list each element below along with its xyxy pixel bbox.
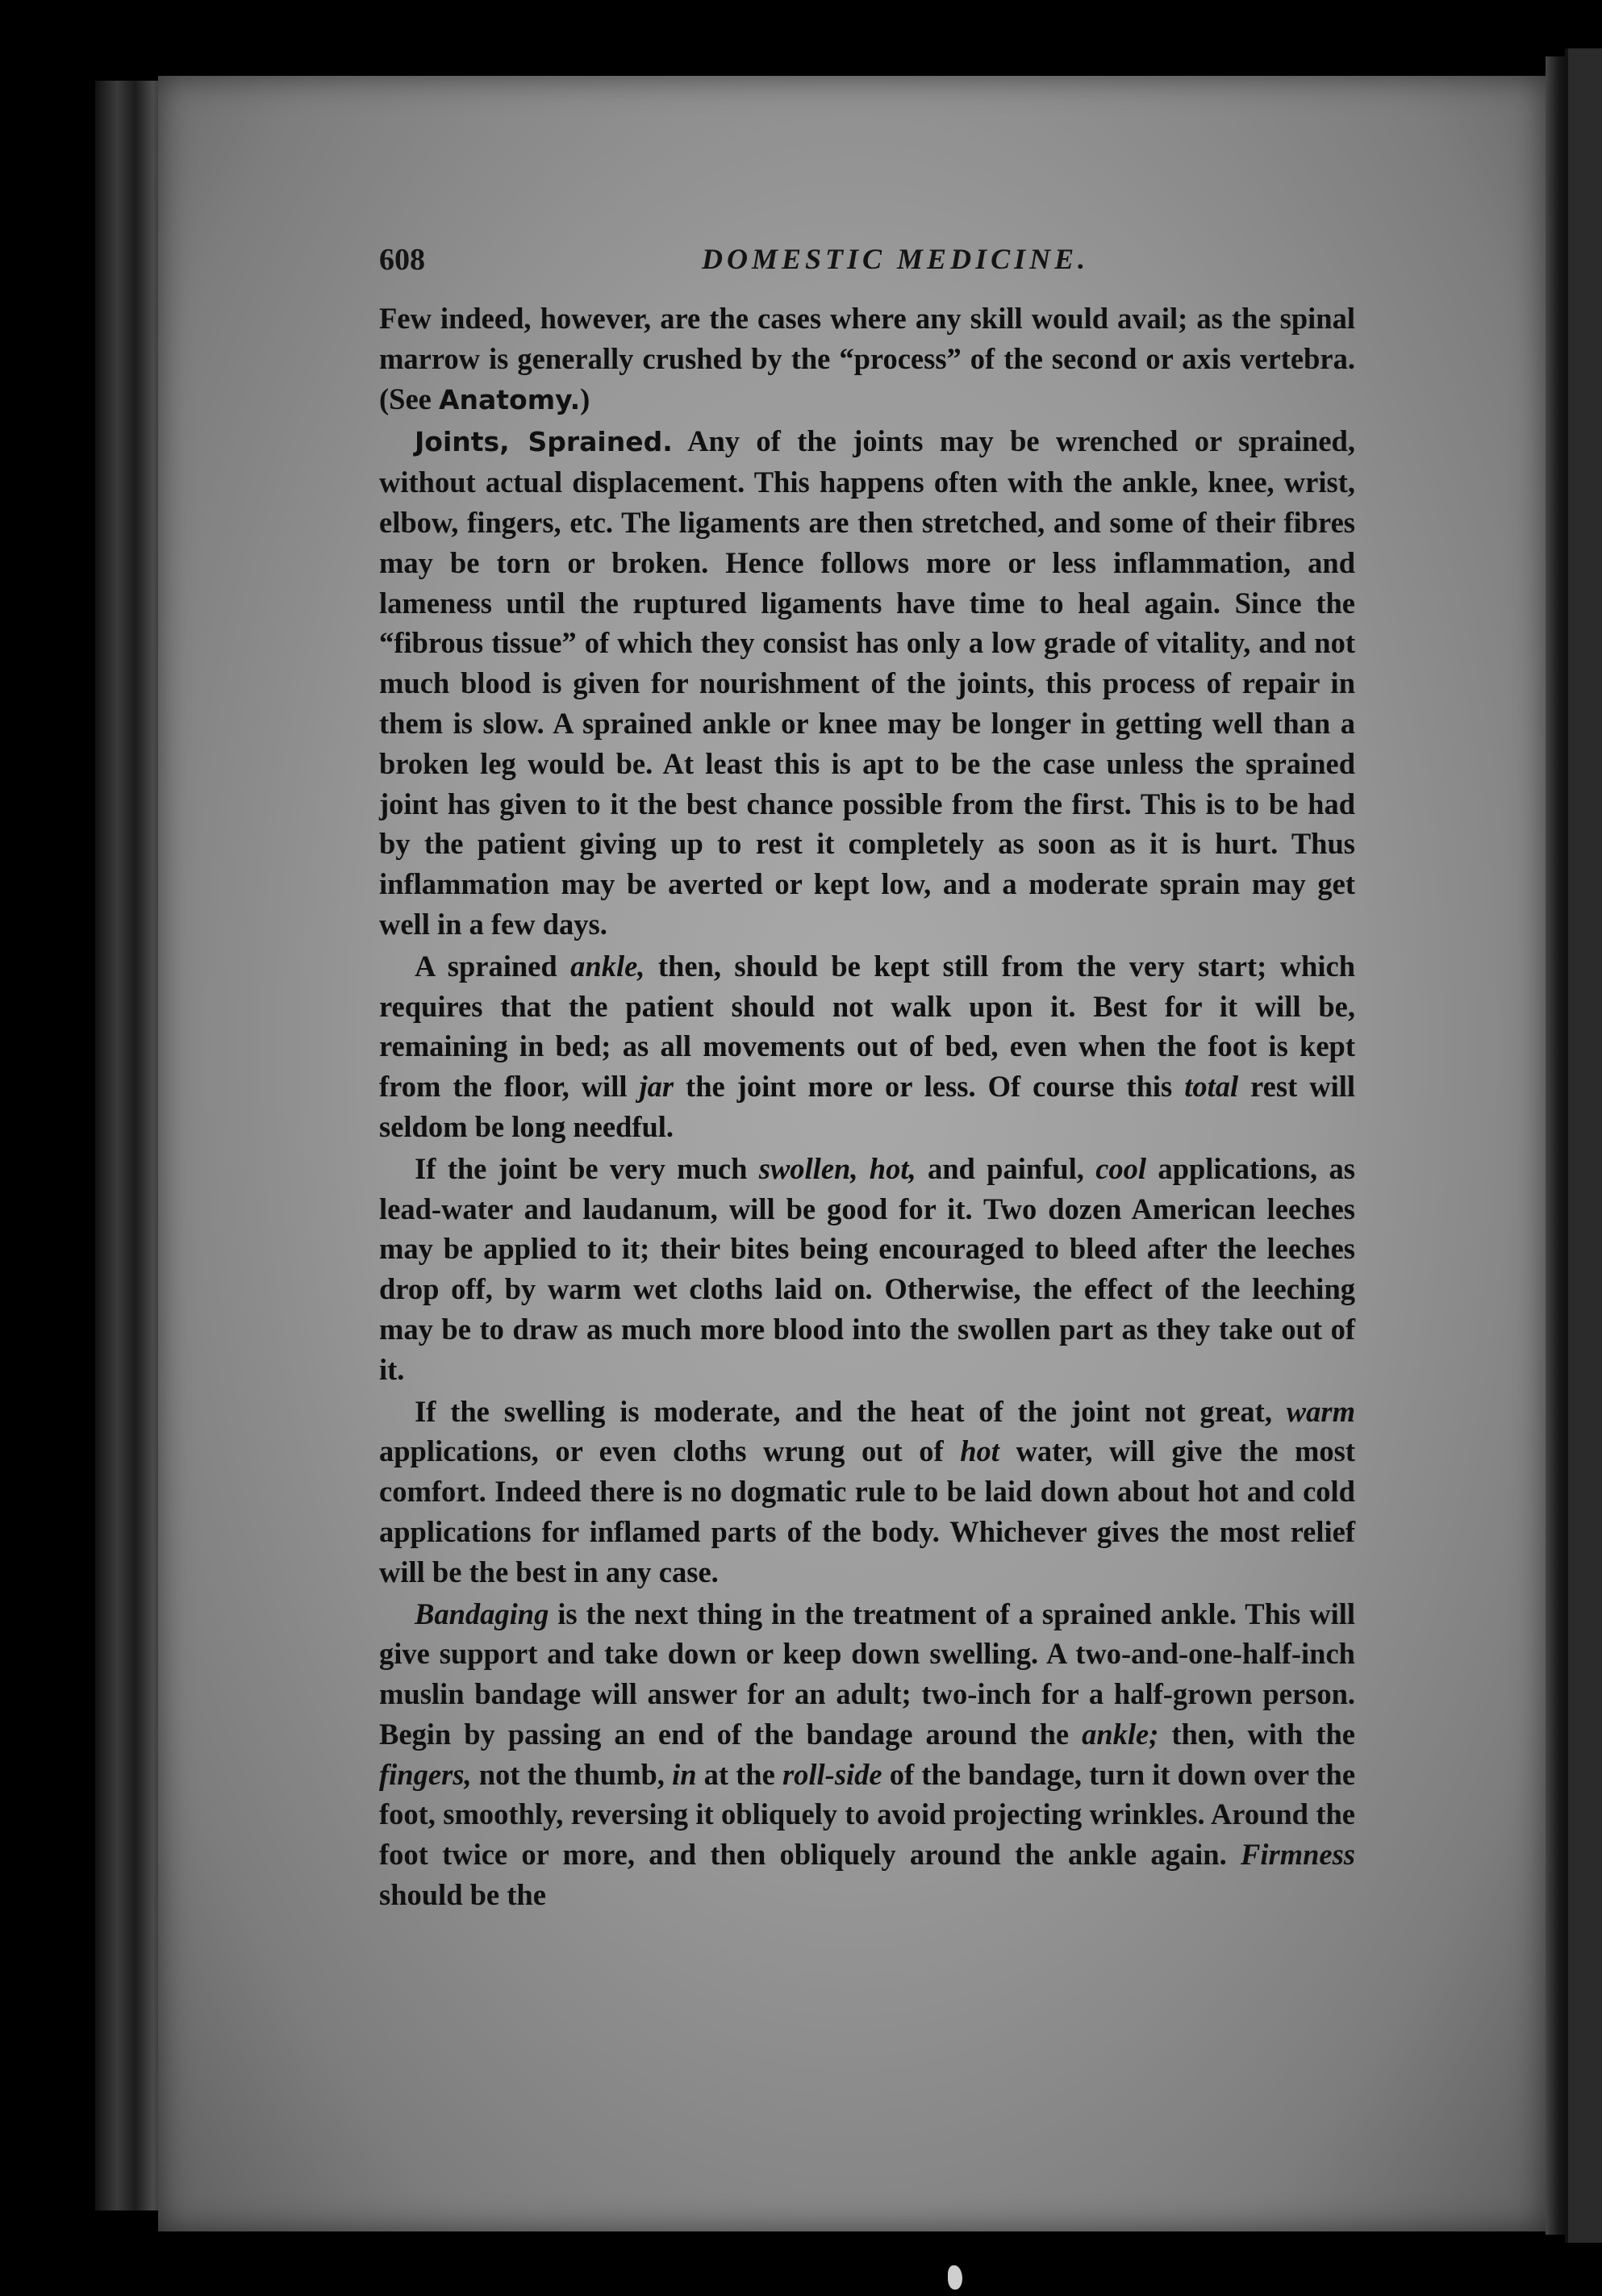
italic-text: in (672, 1757, 697, 1791)
italic-text: Firmness (1241, 1838, 1355, 1872)
italic-text: Bandaging (415, 1597, 549, 1630)
heading-term: Anatomy. (438, 383, 581, 415)
text-run: ) (580, 382, 590, 415)
text-run: applications, as lead-water and laudanum, will be good for it. Two dozen American leeches may be applied to it; their bites being encouraged to bleed after the leeches drop off, by warm wet cloths laid on. Otherwise, the effect of the leeching may be to draw as much more blood into the swollen part as they take out of it. (379, 1151, 1355, 1386)
text-run: the joint more or less. Of course this (674, 1070, 1185, 1104)
body-text (379, 298, 1355, 1917)
book-binding-left (95, 81, 168, 2210)
text-run: If the swelling is moderate, and the heat of the joint not great, (415, 1394, 1287, 1428)
text-run: and painful, (916, 1151, 1096, 1185)
italic-text: fingers, (379, 1757, 472, 1791)
facing-page-edge (1565, 48, 1602, 2243)
text-run: applications, or even cloths wrung out of (379, 1434, 961, 1468)
text-run: then, should be kept still from the very start; which requires that the patient should not walk upon it. Best for it will be, remaining in bed; as all movements out of bed, even when the foot is kept from the floor, will (379, 949, 1355, 1104)
text-run: not the thumb, (471, 1757, 673, 1791)
running-head-title: DOMESTIC MEDICINE. (702, 243, 1090, 275)
text-run: Few indeed, however, are the cases where any skill would avail; as the spinal marrow is generally crushed by the “process” of the second or axis vertebra. (See (379, 302, 1355, 415)
italic-text: cool (1095, 1151, 1147, 1185)
italic-text: swollen, hot, (758, 1151, 916, 1185)
page-number: 608 (379, 243, 425, 277)
heading-term: Joints, Sprained. (415, 426, 673, 458)
paragraph-1 (379, 298, 1355, 420)
paragraph-6 (379, 1594, 1355, 1915)
italic-text: hot (960, 1434, 999, 1468)
text-run: water, will give the most comfort. Indeed there is no dogmatic rule to be laid down about hot and cold applications for inflamed parts of the body. Whichever gives the most relief will be the best in any case. (379, 1434, 1356, 1588)
paragraph-5 (379, 1392, 1355, 1593)
text-run: is the next thing in the treatment of a sprained ankle. This will give support and take down or keep down swelling. A two-and-one-half-inch muslin bandage will answer for an adult; two-inch for a half-grown person. Begin by passing an end of the bandage around the (379, 1597, 1355, 1751)
text-run: at the (696, 1757, 782, 1791)
text-run: of the bandage, turn it down over the foot, smoothly, reversing it obliquely to avoid projecting wrinkles. Around the foot twice or more, and then obliquely around the ankle again. (379, 1757, 1356, 1872)
text-run: A sprained (415, 949, 571, 983)
italic-text: total (1184, 1070, 1239, 1104)
italic-text: roll-side (782, 1757, 882, 1791)
paragraph-2 (379, 421, 1355, 944)
running-head (379, 242, 1355, 282)
italic-text: jar (639, 1070, 674, 1104)
italic-text: ankle, (570, 949, 645, 983)
paragraph-4 (379, 1149, 1355, 1390)
text-run: If the joint be very much (415, 1151, 759, 1185)
text-run: then, with the (1158, 1717, 1355, 1751)
italic-text: ankle; (1082, 1717, 1159, 1751)
text-run: should be the (379, 1878, 546, 1912)
italic-text: warm (1286, 1394, 1355, 1428)
text-run: rest will seldom be long needful. (379, 1070, 1355, 1143)
text-run: Any of the joints may be wrenched or sprained, without actual displacement. This happens often with the ankle, knee, wrist, elbow, fingers, etc. The ligaments are then stretched, and some of their fibres may be torn or broken. Hence follows more or less inflammation, and lameness until the ruptured ligaments have time to heal again. Since the “fibrous tissue” of which they consist has only a low grade of vitality, and not much blood is given for nourishment of the joints, this process of repair in them is slow. A sprained ankle or knee may be longer in getting well than a broken leg would be. At least this is apt to be the case unless the sprained joint has given to it the best chance possible from the first. This is to be had by the patient giving up to rest it completely as soon as it is hurt. Thus inflammation may be averted or kept low, and a moderate sprain may get well in a few days. (379, 424, 1355, 941)
scan-artifact-mark (948, 2265, 962, 2290)
paragraph-3 (379, 946, 1355, 1147)
